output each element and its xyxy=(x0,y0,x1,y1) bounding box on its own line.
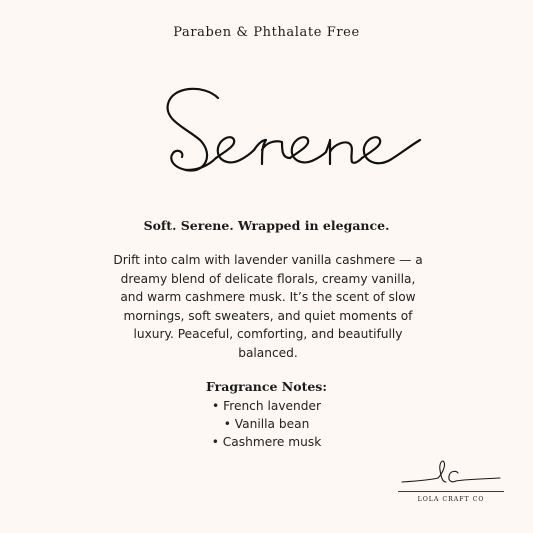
list-item: • Cashmere musk xyxy=(0,433,533,451)
product-description: Drift into calm with lavender vanilla cashmere — a dreamy blend of delicate florals, creamy vanilla, and warm cashmere musk. It’s the scent of slow mornings, soft sweaters, and quiet moments of luxury. Peaceful, comforting, and beautifully balanced. xyxy=(113,253,423,360)
claim-text: Paraben & Phthalate Free xyxy=(173,25,360,40)
list-item: • French lavender xyxy=(0,397,533,415)
brand-logo xyxy=(398,456,504,520)
fragrance-notes-list xyxy=(0,397,533,451)
product-name-script xyxy=(0,60,533,200)
serene-script-art xyxy=(0,60,533,200)
list-item: • Vanilla bean xyxy=(0,415,533,433)
logo-divider xyxy=(398,491,504,492)
brand-name: LOLA CRAFT CO xyxy=(417,496,485,503)
monogram-lc-art xyxy=(398,456,504,492)
tagline: Soft. Serene. Wrapped in elegance. xyxy=(143,218,390,233)
fragrance-notes-heading: Fragrance Notes: xyxy=(206,379,327,394)
